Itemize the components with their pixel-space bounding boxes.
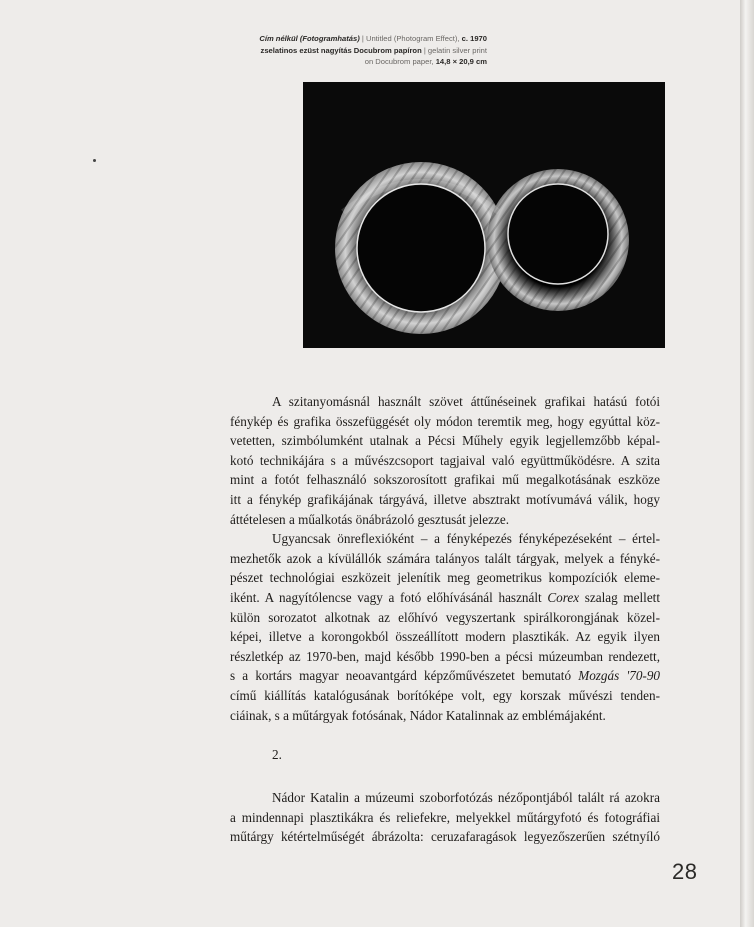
text-line: képei, illetve a korongokból összeállított modern plasztikák. Az egyik ilyen <box>230 629 660 645</box>
page-edge <box>740 0 754 927</box>
page-number: 28 <box>672 859 698 884</box>
italic-title: Mozgás '70-90 <box>578 668 661 684</box>
photo-caption-line-1: Cím nélkül (Fotogramhatás) | Untitled (Photogram Effect), c. 1970 <box>259 34 487 43</box>
text-line: mint a fotót felhasználó sokszorosított grafikai mű megalkotásának eszköze <box>230 472 660 488</box>
text-line: a mindennapi plasztikákra és reliefekre, melyekkel műtárgyfotó és fotográfiai <box>230 809 660 825</box>
photo-caption-line-2: zselatinos ezüst nagyítás Docubrom papíron | gelatin silver print <box>260 46 487 55</box>
text-line: Ugyancsak önreflexióként – a fényképezés fényképezéseként – értel- <box>272 531 660 547</box>
text-line: s a kortárs magyar neoavantgárd képzőművészetet bemutató Mozgás '70-90 <box>230 668 661 684</box>
photo-caption-line-3: on Docubrom paper, 14,8 × 20,9 cm <box>364 57 487 66</box>
text-line: mezhetők azok a kívülállók számára talányos talált tárgyak, melyek a fényké- <box>230 550 660 566</box>
text-line: című kiállítás katalógusának borítóképe volt, egy korszak művészi tenden- <box>230 687 660 703</box>
text-line: műtárgy kétértelműségét ábrázolta: ceruzafaragások legyezőszerűen szétnyíló <box>230 829 660 845</box>
paragraph-1 <box>230 392 660 725</box>
text-line: külön sorozatot alkotnak az előhívó vegyszertank spirálkorongjának közel- <box>230 609 660 625</box>
text-line: ciáinak, s a műtárgyak fotósának, Nádor Katalinnak az emblémájaként. <box>230 707 606 723</box>
text-line: fénykép és grafika összefüggését oly módon teremtik meg, hogy egyúttal köz- <box>230 413 660 429</box>
text-line: iként. A nagyítólencse vagy a fotó előhívásánál használt Corex szalag mellett <box>230 589 661 605</box>
text-line: vetetten, szimbólumként utalnak a Pécsi Műhely egyik legjellemzőbb képal- <box>230 433 660 449</box>
text-line: kotó technikájára s a művészcsoport tagjaival való együttműködésre. A szita <box>230 452 660 468</box>
text-line: itt a fénykép grafikájának tárgyává, illetve absztrakt motívumává válik, hogy <box>230 491 660 507</box>
text-line: részletkép az 1970-ben, majd később 1990-ben a pécsi múzeumban rendezett, <box>230 648 660 664</box>
stray-mark <box>93 159 96 162</box>
photogram-two-rings-image <box>303 82 665 348</box>
italic-term: Corex <box>547 589 580 605</box>
text-line: Nádor Katalin a múzeumi szoborfotózás nézőpontjából talált rá azokra <box>272 790 660 805</box>
section-number: 2. <box>272 747 282 762</box>
text-line: A szitanyomásnál használt szövet áttűnéseinek grafikai hatású fotói <box>272 394 660 409</box>
text-line: pészet technológiai eszközeit jelenítik meg geometrikus kompozíciók eleme- <box>230 570 660 586</box>
text-line: áttételesen a műalkotás önábrázoló gesztusát jelezze. <box>230 511 510 527</box>
paragraph-3 <box>230 788 660 847</box>
photogram-svg <box>303 82 665 348</box>
